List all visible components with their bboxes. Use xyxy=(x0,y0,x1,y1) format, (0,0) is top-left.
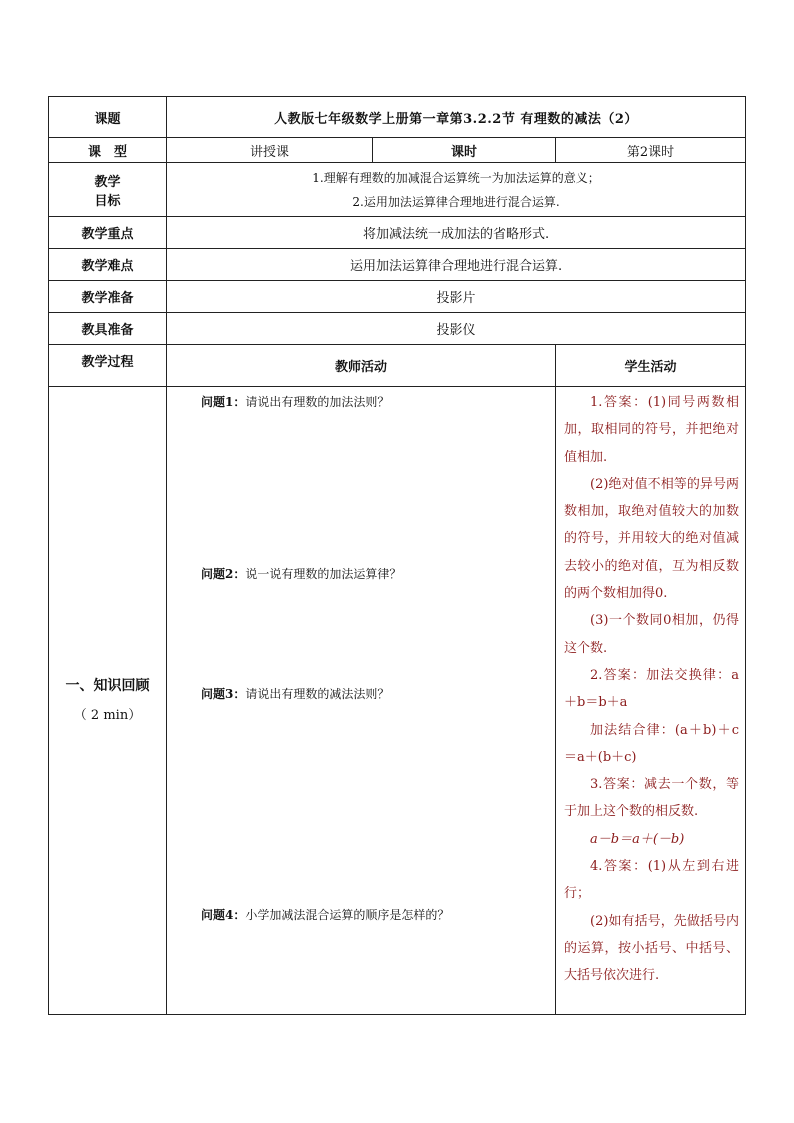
section-name: 一、知识回顾 xyxy=(65,677,150,694)
preparation-row xyxy=(49,281,746,313)
question-text: 请说出有理数的减法法则？ xyxy=(245,687,390,701)
process-header-row xyxy=(49,345,746,387)
topic-row xyxy=(49,97,746,138)
type-value: 讲授课 xyxy=(167,138,373,163)
lesson-plan-table xyxy=(48,96,746,1015)
question-label: 问题2： xyxy=(201,567,246,581)
objectives-label xyxy=(49,163,167,217)
section-row xyxy=(49,387,746,1015)
question-text: 说一说有理数的加法运算律？ xyxy=(245,567,402,581)
answer-paragraph: (2)绝对值不相等的异号两数相加，取绝对值较大的加数的符号，并用较大的绝对值减去较小的绝对值，互为相反数的两个数相加得0. xyxy=(564,476,740,602)
hours-label: 课时 xyxy=(373,138,556,163)
question-item xyxy=(201,685,389,702)
preparation-value: 投影片 xyxy=(167,281,746,313)
answer-paragraph: 加法结合律：(a＋b)＋c＝a＋(b＋c) xyxy=(564,722,740,765)
section-label-cell xyxy=(49,387,167,1015)
topic-label: 课题 xyxy=(49,97,167,138)
answer-paragraph: 1.答案：(1)同号两数相加，取相同的符号，并把绝对值相加. xyxy=(564,395,740,465)
objective-item: 1.理解有理数的加减混合运算统一为加法运算的意义； xyxy=(312,170,600,185)
hours-value: 第2课时 xyxy=(556,138,746,163)
tools-row xyxy=(49,313,746,345)
answer-paragraph: (3)一个数同0相加，仍得这个数. xyxy=(564,613,740,656)
tools-label: 教具准备 xyxy=(49,313,167,345)
objectives-content xyxy=(167,163,746,217)
difficulties-row xyxy=(49,249,746,281)
preparation-label: 教学准备 xyxy=(49,281,167,313)
answer-paragraph: (2)如有括号，先做括号内的运算，按小括号、中括号、大括号依次进行. xyxy=(564,913,740,984)
question-label: 问题1： xyxy=(201,395,246,409)
difficulties-value: 运用加法运算律合理地进行混合运算. xyxy=(167,249,746,281)
key-points-label: 教学重点 xyxy=(49,217,167,249)
type-row xyxy=(49,138,746,163)
question-item xyxy=(201,393,389,410)
tools-value: 投影仪 xyxy=(167,313,746,345)
answer-paragraph: 2.答案：加法交换律：a＋b＝b＋a xyxy=(564,667,740,711)
question-text: 小学加减法混合运算的顺序是怎样的？ xyxy=(245,908,450,922)
objectives-row xyxy=(49,163,746,217)
answer-paragraph: 4.答案：(1)从左到右进行； xyxy=(564,859,740,902)
answer-paragraph: 3.答案：减去一个数，等于加上这个数的相反数. xyxy=(564,777,740,820)
type-label: 课 型 xyxy=(49,138,167,163)
question-label: 问题4： xyxy=(201,908,246,922)
key-points-row xyxy=(49,217,746,249)
objective-item: 2.运用加法运算律合理地进行混合运算. xyxy=(352,194,560,209)
teacher-activity-header: 教师活动 xyxy=(167,345,556,387)
objectives-label-line1: 教学 xyxy=(94,174,121,190)
question-item xyxy=(201,906,449,923)
key-points-value: 将加减法统一成加法的省略形式. xyxy=(167,217,746,249)
topic-value: 人教版七年级数学上册第一章第3.2.2节 有理数的减法（2） xyxy=(167,97,746,138)
teacher-activity-cell xyxy=(167,387,556,1015)
objectives-label-line2: 目标 xyxy=(94,193,121,209)
student-activity-cell xyxy=(556,387,746,1015)
answer-formula: a－b＝a＋(－b) xyxy=(590,831,685,847)
question-item xyxy=(201,565,401,582)
student-activity-header: 学生活动 xyxy=(556,345,746,387)
question-label: 问题3： xyxy=(201,687,246,701)
difficulties-label: 教学难点 xyxy=(49,249,167,281)
question-text: 请说出有理数的加法法则？ xyxy=(245,395,390,409)
section-time: （ 2 min） xyxy=(73,707,142,723)
process-label: 教学过程 xyxy=(49,345,167,387)
